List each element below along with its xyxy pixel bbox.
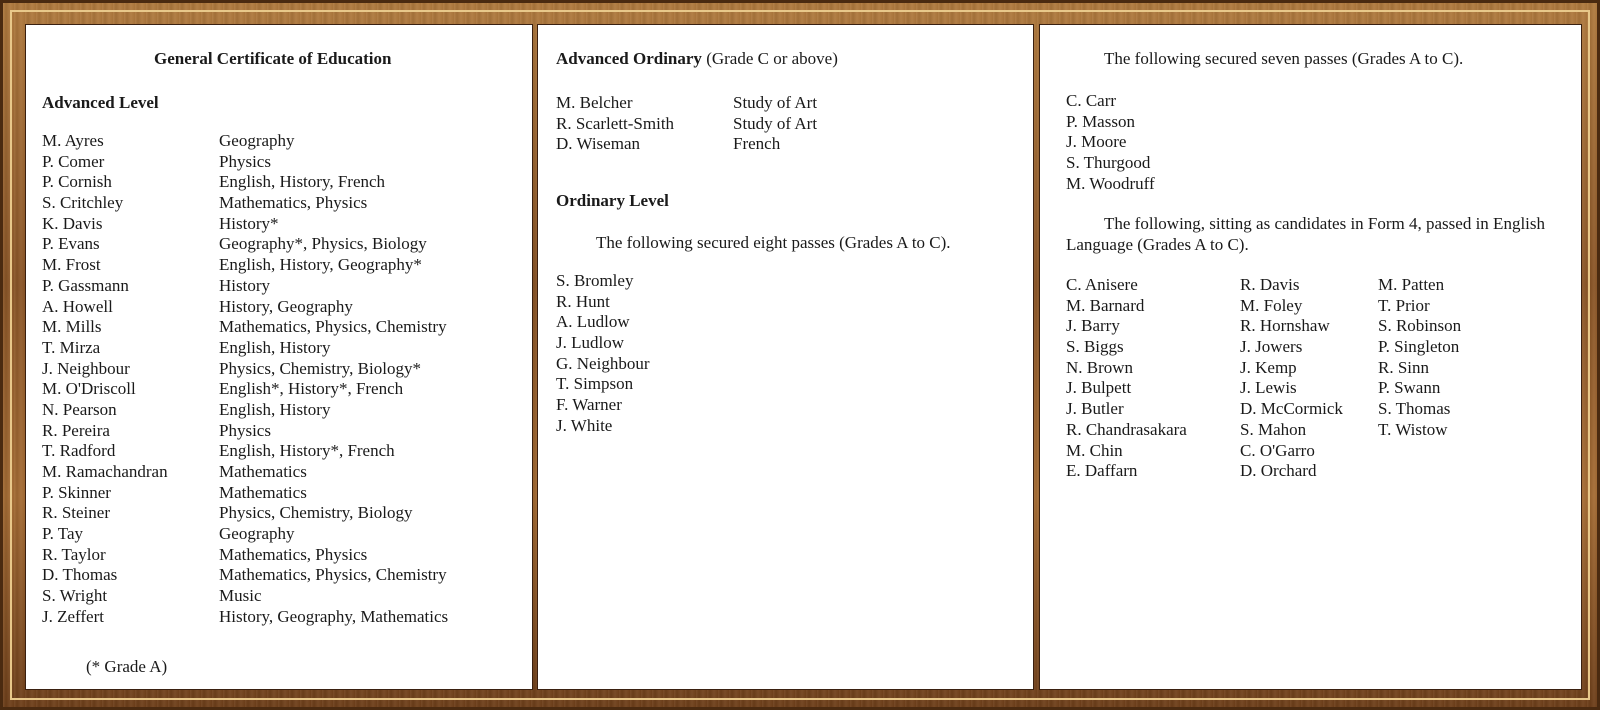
student-name: J. Ludlow <box>556 333 624 353</box>
subjects-passed: Mathematics, Physics, Chemistry <box>219 317 447 337</box>
result-row <box>42 234 522 255</box>
subjects-passed: Mathematics <box>219 482 307 502</box>
subjects-passed: Study of Art <box>733 93 818 112</box>
subjects-passed: French <box>733 134 781 154</box>
result-row <box>42 421 522 442</box>
student-name: P. Masson <box>1066 111 1135 131</box>
student-name: J. White <box>556 415 613 435</box>
subjects-passed: History <box>219 275 270 295</box>
form4-column-1 <box>1066 275 1187 482</box>
student-name: J. Kemp <box>1240 357 1297 377</box>
student-name: M. Mills <box>42 317 102 337</box>
student-name: R. Davis <box>1240 275 1300 294</box>
student-name: S. Mahon <box>1240 419 1307 439</box>
student-name: S. Biggs <box>1066 337 1124 357</box>
subjects-passed: Physics <box>219 420 271 440</box>
subjects-passed: History, Geography <box>219 296 353 316</box>
student-name: D. Thomas <box>42 565 118 585</box>
result-row <box>556 93 817 114</box>
student-name: K. Davis <box>42 213 103 233</box>
seven-passes-list <box>1066 91 1155 194</box>
result-row <box>42 545 522 566</box>
eight-passes-list <box>556 271 649 437</box>
student-name: T. Prior <box>1378 295 1430 315</box>
student-name: J. Jowers <box>1240 337 1303 357</box>
student-name: M. Frost <box>42 255 101 275</box>
student-name: P. Gassmann <box>42 275 129 295</box>
form4-column-2 <box>1240 275 1343 482</box>
subjects-passed: Geography <box>219 524 295 544</box>
result-row <box>42 586 522 607</box>
result-row <box>42 131 522 152</box>
subjects-passed: Study of Art <box>733 113 818 133</box>
student-name: C. Anisere <box>1066 275 1138 294</box>
subjects-passed: English, History <box>219 337 331 357</box>
student-name: M. Patten <box>1378 275 1445 294</box>
student-name: E. Daffarn <box>1066 461 1138 481</box>
student-name: P. Evans <box>42 234 100 254</box>
subjects-passed: Mathematics, Physics <box>219 193 368 213</box>
student-name: J. Bulpett <box>1066 378 1132 398</box>
student-name: R. Scarlett-Smith <box>556 113 675 133</box>
student-name: F. Warner <box>556 395 622 415</box>
eight-passes-intro: The following secured eight passes (Grades A to C). <box>596 233 951 252</box>
student-name: M. Ramachandran <box>42 462 168 481</box>
result-row <box>42 483 522 504</box>
subjects-passed: History, Geography, Mathematics <box>219 606 449 626</box>
student-name: P. Skinner <box>42 482 111 502</box>
student-name: J. Moore <box>1066 132 1127 152</box>
student-name: M. O'Driscoll <box>42 379 136 399</box>
student-name: C. Carr <box>1066 91 1117 110</box>
student-name: P. Cornish <box>42 172 112 192</box>
result-row <box>42 214 522 235</box>
student-name: R. Taylor <box>42 544 106 564</box>
result-row <box>42 172 522 193</box>
subjects-passed: Mathematics <box>219 462 307 481</box>
subjects-passed: Physics, Chemistry, Biology* <box>219 358 421 378</box>
result-row <box>42 359 522 380</box>
student-name: D. McCormick <box>1240 399 1343 419</box>
result-row <box>42 607 522 628</box>
student-name: M. Foley <box>1240 295 1303 315</box>
panel-form4 <box>1039 24 1582 690</box>
result-row <box>42 462 522 483</box>
student-name: P. Tay <box>42 524 84 544</box>
advanced-ordinary-qualifier: (Grade C or above) <box>701 49 838 68</box>
document-title: General Certificate of Education <box>154 49 392 68</box>
result-row <box>42 400 522 421</box>
panel-advanced-level <box>25 24 533 690</box>
student-name: P. Comer <box>42 151 105 171</box>
student-name: R. Hunt <box>556 291 610 311</box>
result-row <box>42 379 522 400</box>
student-name: R. Hornshaw <box>1240 316 1330 336</box>
subjects-passed: Geography*, Physics, Biology <box>219 234 427 254</box>
student-name: J. Neighbour <box>42 358 130 378</box>
student-name: A. Howell <box>42 296 113 316</box>
subjects-passed: Physics <box>219 151 271 171</box>
student-name: J. Lewis <box>1240 378 1297 398</box>
student-name: S. Critchley <box>42 193 124 213</box>
subjects-passed: Music <box>219 586 262 606</box>
result-row <box>42 317 522 338</box>
student-name: C. O'Garro <box>1240 440 1315 460</box>
subjects-passed: Mathematics, Physics <box>219 544 368 564</box>
result-row <box>556 114 817 135</box>
student-name: P. Swann <box>1378 378 1441 398</box>
student-name: T. Simpson <box>556 374 634 394</box>
student-name: M. Barnard <box>1066 295 1145 315</box>
subjects-passed: English, History, French <box>219 172 386 192</box>
result-row <box>42 255 522 276</box>
student-name: D. Wiseman <box>556 134 640 154</box>
student-name: M. Woodruff <box>1066 173 1155 193</box>
student-name: J. Butler <box>1066 399 1124 419</box>
student-name: S. Robinson <box>1378 316 1462 336</box>
student-name: T. Radford <box>42 441 116 461</box>
student-name: T. Wistow <box>1378 419 1448 439</box>
student-name: S. Thomas <box>1378 399 1451 419</box>
panel-ordinary-level <box>537 24 1034 690</box>
subjects-passed: English, History*, French <box>219 441 395 461</box>
result-row <box>42 338 522 359</box>
student-name: M. Chin <box>1066 440 1123 460</box>
student-name: G. Neighbour <box>556 353 650 373</box>
student-name: N. Pearson <box>42 399 117 419</box>
student-name: M. Ayres <box>42 131 104 150</box>
student-name: R. Pereira <box>42 420 110 440</box>
result-row <box>42 152 522 173</box>
student-name: J. Barry <box>1066 316 1120 336</box>
subjects-passed: English, History <box>219 399 331 419</box>
result-row <box>42 276 522 297</box>
form4-intro: The following, sitting as candidates in Form 4, passed in English Language (Grades A to C). <box>1066 214 1546 254</box>
advanced-ordinary-label: Advanced Ordinary <box>556 49 702 68</box>
student-name: P. Singleton <box>1378 337 1460 357</box>
student-name: S. Wright <box>42 586 108 606</box>
subjects-passed: Geography <box>219 131 295 150</box>
ordinary-level-heading: Ordinary Level <box>556 191 669 210</box>
student-name: S. Bromley <box>556 271 634 290</box>
student-name: R. Chandrasakara <box>1066 419 1187 439</box>
advanced-ordinary-results <box>556 93 817 155</box>
result-row <box>42 565 522 586</box>
advanced-level-heading: Advanced Level <box>42 93 159 112</box>
advanced-ordinary-heading <box>556 49 838 69</box>
student-name: M. Belcher <box>556 93 633 112</box>
seven-passes-intro: The following secured seven passes (Grades A to C). <box>1104 49 1464 68</box>
student-name: R. Steiner <box>42 503 110 523</box>
result-row <box>556 134 817 155</box>
subjects-passed: Physics, Chemistry, Biology <box>219 503 413 523</box>
subjects-passed: History* <box>219 213 279 233</box>
result-row <box>42 441 522 462</box>
student-name: A. Ludlow <box>556 312 630 332</box>
result-row <box>42 297 522 318</box>
student-name: S. Thurgood <box>1066 153 1151 173</box>
student-name: T. Mirza <box>42 337 101 357</box>
result-row <box>42 193 522 214</box>
result-row <box>42 503 522 524</box>
student-name: J. Zeffert <box>42 606 104 626</box>
subjects-passed: English*, History*, French <box>219 379 404 399</box>
advanced-level-results <box>42 131 522 628</box>
subjects-passed: Mathematics, Physics, Chemistry <box>219 565 447 585</box>
result-row <box>42 524 522 545</box>
form4-column-3 <box>1378 275 1461 441</box>
student-name: R. Sinn <box>1378 357 1430 377</box>
grade-footnote: (* Grade A) <box>86 657 168 676</box>
student-name: N. Brown <box>1066 357 1134 377</box>
student-name: D. Orchard <box>1240 461 1317 481</box>
subjects-passed: English, History, Geography* <box>219 255 422 275</box>
